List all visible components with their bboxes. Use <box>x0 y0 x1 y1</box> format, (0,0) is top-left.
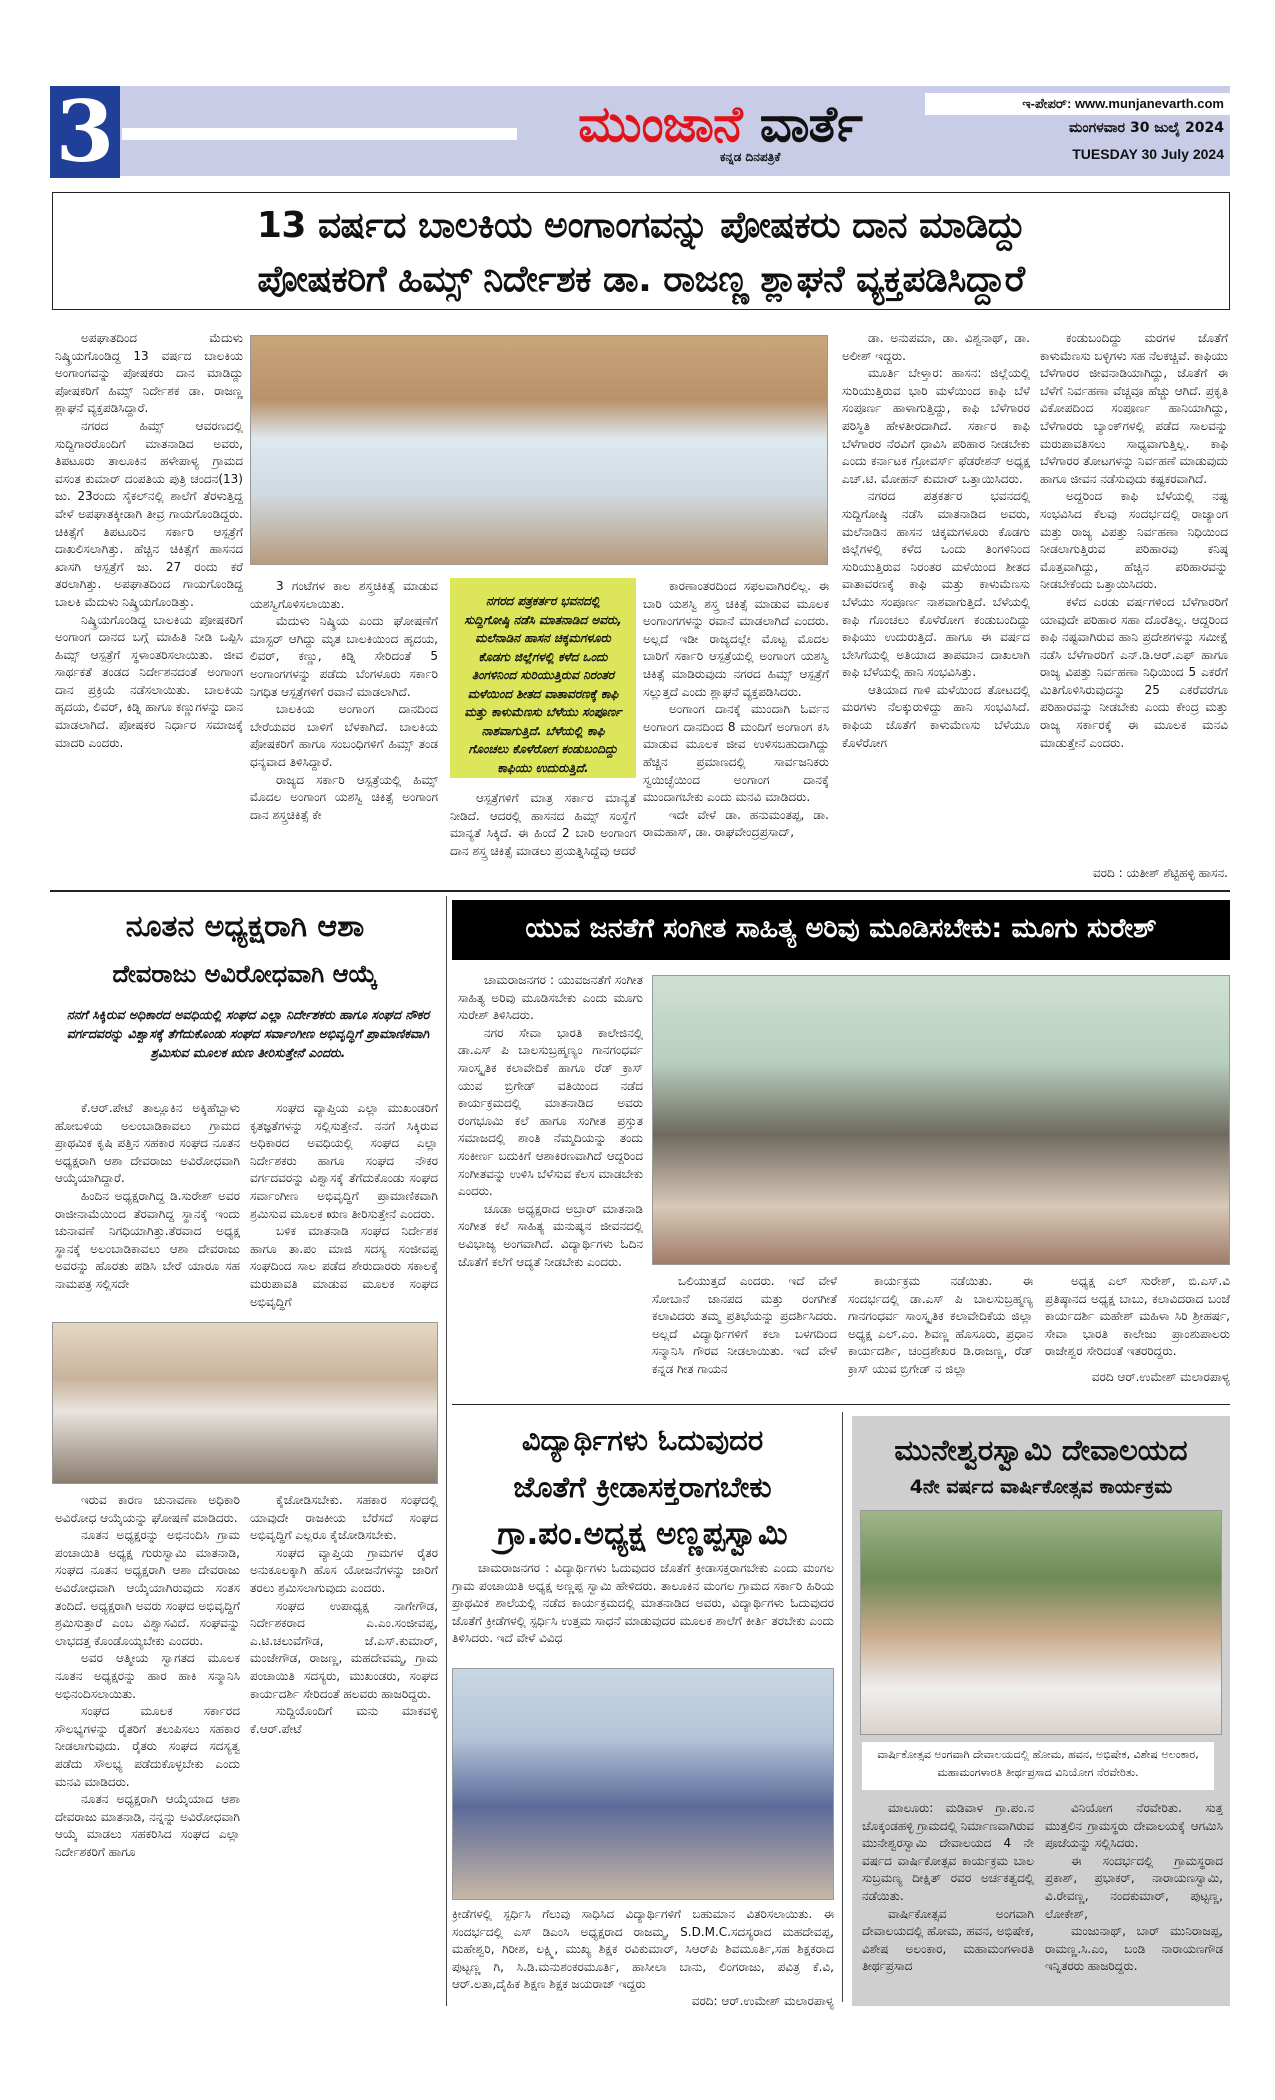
paragraph: ನಿಷ್ಕ್ರಿಯಗೊಂಡಿದ್ದ ಬಾಲಕಿಯ ಪೋಷಕರಿಗೆ ಅಂಗಾಂಗ ದಾನದ ಬಗ್ಗೆ ಮಾಹಿತಿ ನೀಡಿ ಒಪ್ಪಿಸಿ ಹಿಮ್ಸ್ ಆಸ್ಪತ್ರೆಗೆ ಸ್ಥಳಾಂತರಿಸಲಾಯಿತು. ಜೀವ ಸಾರ್ಥಕತೆ ತಂಡದ ನಿರ್ದೇಶನದಂತೆ ಅಂಗಾಂಗ ದಾನ ಪ್ರಕ್ರಿಯೆ ನಡೆಸಲಾಯಿತು. ಬಾಲಕಿಯ ಹೃದಯ, ಲಿವರ್, ಕಿಡ್ನಿ ಹಾಗೂ ಕಣ್ಣುಗಳನ್ನು ದಾನ ಮಾಡಲಾಗಿದೆ. ಪೋಷಕರ ನಿರ್ಧಾರ ಸಮಾಜಕ್ಕೆ ಮಾದರಿ ಎಂದರು. <box>55 612 243 750</box>
paragraph: ಆತಿಯಾದ ಗಾಳಿ ಮಳೆಯಿಂದ ತೋಟದಲ್ಲಿ ಮರಗಳು ನೆಲಕ್ಕುರುಳಿದ್ದು ಹಾನಿ ಸಂಭವಿಸಿದೆ. ಕಾಫಿಯ ಜೊತೆಗೆ ಕಾಳುಮೆಣಸು ಬೆಳೆಯೂ ಕೊಳೆರೋಗ <box>842 682 1030 750</box>
paragraph: ಕೈಜೋಡಿಸಬೇಕು. ಸಹಕಾರ ಸಂಘದಲ್ಲಿ ಯಾವುದೇ ರಾಜಕೀಯ ಬೆರೆಸದೆ ಸಂಘದ ಅಭಿವೃದ್ಧಿಗೆ ಎಲ್ಲರೂ ಕೈಜೋಡಿಸಬೇಕು. <box>250 1493 438 1543</box>
section-divider <box>50 890 1230 892</box>
music-column-1 <box>458 972 643 1382</box>
temple-column-1 <box>862 1800 1034 2000</box>
paragraph: ವಾರ್ಷಿಕೋತ್ಸವ ಅಂಗವಾಗಿ ದೇವಾಲಯದಲ್ಲಿ ಹೋಮ, ಹವನ, ಅಭಿಷೇಕ, ವಿಶೇಷ ಅಲಂಕಾರ, ಮಹಾಮಂಗಳಾರತಿ ತೀರ್ಥಪ್ರಸಾದ <box>862 1906 1034 1974</box>
paragraph: ಸಂಘದ ಉಪಾಧ್ಯಕ್ಷ ನಾಗೇಗೌಡ, ನಿರ್ದೇಶಕರಾದ ಎ.ಎಂ.ಸಂಜೀವಪ್ಪ, ಎ.ಟಿ.ಚಲುವೆಗೌಡ, ಜೆ.ಎಸ್.ಕುಮಾರ್, ಮಂಜೇಗೌಡ, ರಾಜಣ್ಣ, ಮಹದೇವಮ್ಮ, ಗ್ರಾಮ ಪಂಚಾಯಿತಿ ಸದಸ್ಯರು, ಮುಖಂಡರು, ಸಂಘದ ಕಾರ್ಯದರ್ಶಿ ಸೇರಿದಂತೆ ಹಲವರು ಹಾಜರಿದ್ದರು. <box>250 1598 438 1701</box>
paragraph: ನೂತನ ಅಧ್ಯಕ್ಷರನ್ನು ಅಭಿನಂದಿಸಿ ಗ್ರಾಮ ಪಂಚಾಯಿತಿ ಅಧ್ಯಕ್ಷ ಗುರುಸ್ವಾಮಿ ಮಾತನಾಡಿ, ಸಂಘದ ನೂತನ ಅಧ್ಯಕ್ಷರಾಗಿ ಆಶಾ ದೇವರಾಜು ಅವಿರೋಧವಾಗಿ ಆಯ್ಕೆಯಾಗಿರುವುದು ಸಂತಸ ತಂದಿದೆ. ಅಧ್ಯಕ್ಷರಾಗಿ ಅವರು ಸಂಘದ ಅಭಿವೃದ್ಧಿಗೆ ಶ್ರಮಿಸುತ್ತಾರೆ ಎಂಬ ವಿಶ್ವಾಸವಿದೆ. ಸಂಘವನ್ನು ಲಾಭದತ್ತ ಕೊಂಡೊಯ್ಯಬೇಕು ಎಂದರು. <box>55 1528 240 1648</box>
paragraph: ಮಂಜುನಾಥ್, ಬಾರ್ ಮುನಿರಾಜಪ್ಪ, ರಾಮಣ್ಣ.ಸಿ.ಎಂ, ಬಂಡಿ ನಾರಾಯಣಗೌಡ ಇನ್ನಿತರರು ಹಾಜರಿದ್ದರು. <box>1045 1924 1223 1974</box>
temple-photo <box>860 1510 1222 1735</box>
tagline: ಕನ್ನಡ ದಿನಪತ್ರಿಕೆ <box>720 150 781 164</box>
asha-column-2 <box>250 1100 438 1315</box>
paragraph: ಅಂಗಾಂಗ ದಾನಕ್ಕೆ ಮುಂದಾಗಿ ಓರ್ವನ ಅಂಗಾಂಗ ದಾನದಿಂದ 8 ಮಂದಿಗೆ ಅಂಗಾಂಗ ಕಸಿ ಮಾಡುವ ಮೂಲಕ ಜೀವ ಉಳಿಸಬಹುದಾಗಿದ್ದು ಹೆಚ್ಚಿನ ಪ್ರಮಾಣದಲ್ಲಿ ಸಾರ್ವಜನಿಕರು ಸ್ವಯಿಚ್ಛೆಯಿಂದ ಅಂಗಾಂಗ ದಾನಕ್ಕೆ ಮುಂದಾಗಬೇಕು ಎಂದು ಮನವಿ ಮಾಡಿದರು. <box>643 702 829 805</box>
asha-headline-2: ದೇವರಾಜು ಅವಿರೋಧವಾಗಿ ಆಯ್ಕೆ <box>112 960 378 988</box>
music-byline: ವರದಿ ಆರ್.ಉಮೇಶ್ ಮಲಾರಪಾಳ್ಯ <box>1091 1370 1230 1384</box>
asha-felicitation-photo <box>52 1322 438 1484</box>
paragraph: ಹಿಂದಿನ ಅಧ್ಯಕ್ಷರಾಗಿದ್ದ ಡಿ.ಸುರೇಶ್ ಅವರ ರಾಜೀನಾಮೆಯಿಂದ ತೆರವಾಗಿದ್ದ ಸ್ಥಾನಕ್ಕೆ ಇಂದು ಚುನಾವಣೆ ನಿಗಧಿಯಾಗಿತ್ತು.ತೆರವಾದ ಅಧ್ಯಕ್ಷ ಸ್ಥಾನಕ್ಕೆ ಅಲಂಬಾಡಿಕಾವಲು ಆಶಾ ದೇವರಾಜು ಅವರನ್ನು ಹೊರತು ಪಡಿಸಿ ಬೇರೆ ಯಾರೂ ಸಹ ನಾಮಪತ್ರ ಸಲ್ಲಿಸದೇ <box>55 1188 240 1291</box>
section-divider <box>452 1404 1230 1405</box>
lead-headline-line-1: 13 ವರ್ಷದ ಬಾಲಕಿಯ ಅಂಗಾಂಗವನ್ನು ಪೋಷಕರು ದಾನ ಮಾಡಿದ್ದು <box>256 205 1026 246</box>
music-column-4 <box>1045 1273 1230 1368</box>
asha-column-1 <box>55 1100 240 1315</box>
students-headline-2: ಜೊತೆಗೆ ಕ್ರೀಡಾಸಕ್ತರಾಗಬೇಕು <box>513 1470 772 1504</box>
students-headline-1: ವಿದ್ಯಾರ್ಥಿಗಳು ಓದುವುದರ <box>521 1423 764 1457</box>
music-column-2 <box>652 1273 837 1385</box>
lead-headline <box>52 192 1230 310</box>
paragraph: ಬಳಿಕ ಮಾತನಾಡಿ ಸಂಘದ ನಿರ್ದೇಶಕ ಹಾಗೂ ತಾ.ಪಂ ಮಾಜಿ ಸದಸ್ಯ ಸಂಜೀವಪ್ಪ ಸಂಘದಿಂದ ಸಾಲ ಪಡೆದ ಶೇರುದಾರರು ಸಕಾಲಕ್ಕೆ ಮರುಪಾವತಿ ಮಾಡುವ ಮೂಲಕ ಸಂಘದ ಅಭಿವೃದ್ಧಿಗೆ <box>250 1224 438 1309</box>
students-intro <box>452 1560 834 1665</box>
masthead-rule <box>122 128 517 140</box>
press-meet-photo <box>250 335 828 565</box>
lead-headline-line-2: ಪೋಷಕರಿಗೆ ಹಿಮ್ಸ್ ನಿರ್ದೇಶಕ ಡಾ. ರಾಜಣ್ಣ ಶ್ಲಾಘನೆ ವ್ಯಕ್ತಪಡಿಸಿದ್ದಾರೆ <box>257 259 1025 300</box>
lead-column-3b <box>643 578 829 884</box>
paragraph: ಇರುವ ಕಾರಣ ಚುನಾವಣಾ ಅಧಿಕಾರಿ ಅವಿರೋಧ ಆಯ್ಕೆಯನ್ನು ಘೋಷಣೆ ಮಾಡಿದರು. <box>55 1493 240 1525</box>
asha-deck: ನನಗೆ ಸಿಕ್ಕಿರುವ ಅಧಿಕಾರದ ಅವಧಿಯಲ್ಲಿ ಸಂಘದ ಎಲ್ಲಾ ನಿರ್ದೇಶಕರು ಹಾಗೂ ಸಂಘದ ನೌಕರ ವರ್ಗದವರನ್ನು ವಿಶ್ವಾಸಕ್ಕೆ ತೆಗೆದುಕೊಂಡು ಸಂಘದ ಸರ್ವಾಂಗೀಣ ಅಭಿವೃದ್ಧಿಗೆ ಪ್ರಾಮಾಣಿಕವಾಗಿ ಶ್ರಮಿಸುವ ಮೂಲಕ ಋಣ ತೀರಿಸುತ್ತೇನೆ ಎಂದರು. <box>66 1007 430 1060</box>
paragraph: ಅಪಘಾತದಿಂದ ಮೆದುಳು ನಿಷ್ಕ್ರಿಯಗೊಂಡಿದ್ದ 13 ವರ್ಷದ ಬಾಲಕಿಯ ಅಂಗಾಂಗವನ್ನು ಪೋಷಕರು ದಾನ ಮಾಡಿದ್ದು ಪೋಷಕರಿಗೆ ಹಿಮ್ಸ್ ನಿರ್ದೇಶಕ ಡಾ. ರಾಜಣ್ಣ ಶ್ಲಾಘನೆ ವ್ಯಕ್ತಪಡಿಸಿದ್ದಾರೆ. <box>55 331 243 416</box>
paragraph: ವಿನಿಯೋಗ ನೆರವೇರಿತು. ಸುತ್ತ ಮುತ್ತಲಿನ ಗ್ರಾಮಸ್ಥರು ದೇವಾಲಯಕ್ಕೆ ಆಗಮಿಸಿ ಪೂಜೆಯನ್ನು ಸಲ್ಲಿಸಿದರು. <box>1045 1801 1223 1851</box>
temple-caption: ವಾರ್ಷಿಕೋತ್ಸವ ಅಂಗವಾಗಿ ದೇವಾಲಯದಲ್ಲಿ ಹೋಮ, ಹವನ, ಅಭಿಷೇಕ, ವಿಶೇಷ ಅಲಂಕಾರ, ಮಹಾಮಂಗಳಾರತಿ ತೀರ್ಥಪ್ರಸಾದ ವಿನಿಯೋಗ ನೆರವೇರಿತು. <box>862 1742 1214 1790</box>
epaper-link[interactable]: ಇ-ಪೇಪರ್: www.munjanevarth.com <box>925 93 1230 115</box>
paragraph: ಒಲಿಯುತ್ತದೆ ಎಂದರು. ಇದೆ ವೇಳೆ ಸೋಬಾನೆ ಜಾನಪದ ಮತ್ತು ರಂಗಗೀತೆ ಕಲಾವಿದರು ತಮ್ಮ ಪ್ರತಿಭೆಯನ್ನು ಪ್ರದರ್ಶಿಸಿದರು. ಅಲ್ಲದೆ ವಿದ್ಯಾರ್ಥಿಗಳಿಗೆ ಕಲಾ ಬಳಗದಿಂದ ಸನ್ಮಾನಿಸಿ ಗೌರವ ನೀಡಲಾಯಿತು. ಇದೆ ವೇಳೆ ಕನ್ನಡ ಗೀತ ಗಾಯನ <box>652 1274 837 1376</box>
paragraph: ಚಾಮರಾಜನಗರ : ಯುವಜನತೆಗೆ ಸಂಗೀತ ಸಾಹಿತ್ಯ ಅರಿವು ಮೂಡಿಸಬೇಕು ಎಂದು ಮೂಗು ಸುರೇಶ್ ತಿಳಿಸಿದರು. <box>458 973 643 1023</box>
paragraph: ಸಂಘದ ವ್ಯಾಪ್ತಿಯ ಎಲ್ಲಾ ಮುಖಂಡರಿಗೆ ಕೃತಜ್ಞತೆಗಳನ್ನು ಸಲ್ಲಿಸುತ್ತೇನೆ. ನನಗೆ ಸಿಕ್ಕಿರುವ ಅಧಿಕಾರದ ಅವಧಿಯಲ್ಲಿ ಸಂಘದ ಎಲ್ಲಾ ನಿರ್ದೇಶಕರು ಹಾಗೂ ಸಂಘದ ನೌಕರ ವರ್ಗದವರನ್ನು ವಿಶ್ವಾಸಕ್ಕೆ ತೆಗೆದುಕೊಂಡು ಸಂಘದ ಸರ್ವಾಂಗೀಣ ಅಭಿವೃದ್ಧಿಗೆ ಪ್ರಾಮಾಣಿಕವಾಗಿ ಶ್ರಮಿಸುವ ಮೂಲಕ ಋಣ ತೀರಿಸುತ್ತೇನೆ ಎಂದರು. <box>250 1101 438 1221</box>
asha-column-3 <box>55 1492 240 2002</box>
paragraph: ನಗರ ಸೇವಾ ಭಾರತಿ ಕಾಲೇಜಿನಲ್ಲಿ ಡಾ.ಎಸ್ ಪಿ ಬಾಲಸುಬ್ರಹ್ಮಣ್ಯಂ ಗಾನಗಂಧರ್ವ ಸಾಂಸ್ಕೃತಿಕ ಕಲಾವೇದಿಕೆ ಹಾಗೂ ರೆಡ್ ಕ್ರಾಸ್ ಯುವ ಬ್ರಿಗೇಡ್ ವತಿಯಿಂದ ನಡೆದ ಕಾರ್ಯಕ್ರಮದಲ್ಲಿ ಮಾತನಾಡಿದ ಅವರು ರಂಗಭೂಮಿ ಕಲೆ ಹಾಗೂ ಸಂಗೀತ ಪ್ರಸ್ತುತ ಸಮಾಜದಲ್ಲಿ ಶಾಂತಿ ನೆಮ್ಮದಿಯನ್ನು ತಂದು ಸಂಕೀರ್ಣ ಬದುಕಿಗೆ ಆಶಾಕಿರಣವಾಗಿದೆ ಆದ್ದರಿಂದ ಸಂಗೀತವನ್ನು ಉಳಿಸಿ ಬೆಳೆಸುವ ಕೆಲಸ ಮಾಡಬೇಕು ಎಂದರು. <box>458 1025 643 1199</box>
asha-column-4 <box>250 1492 438 2002</box>
paragraph: ಚಾಮರಾಜನಗರ : ವಿದ್ಯಾರ್ಥಿಗಳು ಓದುವುದರ ಜೊತೆಗೆ ಕ್ರೀಡಾಸಕ್ತರಾಗಬೇಕು ಎಂದು ಮಂಗಲ ಗ್ರಾಮ ಪಂಚಾಯಿತಿ ಅಧ್ಯಕ್ಷ ಅಣ್ಣಪ್ಪ ಸ್ವಾಮಿ ಹೇಳಿದರು. ತಾಲೂಕಿನ ಮಂಗಲ ಗ್ರಾಮದ ಸರ್ಕಾರಿ ಹಿರಿಯ ಪ್ರಾಥಮಿಕ ಶಾಲೆಯಲ್ಲಿ ನಡೆದ ಕಾರ್ಯಕ್ರಮದಲ್ಲಿ ಮಾತನಾಡಿದ ಅವರು, ವಿದ್ಯಾರ್ಥಿಗಳು ಓದುವುದರ ಜೊತೆಗೆ ಕ್ರೀಡೆಗಳಲ್ಲಿ ಸ್ಪರ್ಧಿಸಿ ಉತ್ತಮ ಸಾಧನೆ ಮಾಡುವುದರ ಮೂಲಕ ಶಾಲೆಗೆ ಕೀರ್ತಿ ತರಬೇಕು ಎಂದು ತಿಳಿಸಿದರು. ಇದೆ ವೇಳೆ ವಿವಿಧ <box>452 1561 834 1646</box>
paragraph: ನೂತನ ಅಧ್ಯಕ್ಷರಾಗಿ ಆಯ್ಕೆಯಾದ ಆಶಾ ದೇವರಾಜು ಮಾತನಾಡಿ, ನನ್ನನ್ನು ಅವಿರೋಧವಾಗಿ ಆಯ್ಕೆ ಮಾಡಲು ಸಹಕರಿಸಿದ ಸಂಘದ ಎಲ್ಲಾ ನಿರ್ದೇಶಕರಿಗೆ ಹಾಗೂ <box>55 1792 240 1859</box>
highlight-box: ನಗರದ ಪತ್ರಕರ್ತರ ಭವನದಲ್ಲಿ ಸುದ್ದಿಗೋಷ್ಠಿ ನಡೆಸಿ ಮಾತನಾಡಿದ ಅವರು, ಮಲೆನಾಡಿನ ಹಾಸನ ಚಿಕ್ಕಮಗಳೂರು ಕೊಡಗು ಜಿಲ್ಲೆಗಳಲ್ಲಿ ಕಳೆದ ಒಂದು ತಿಂಗಳಿನಿಂದ ಸುರಿಯುತ್ತಿರುವ ನಿರಂತರ ಮಳೆಯಿಂದ ಶೀತದ ವಾತಾವರಣಕ್ಕೆ ಕಾಫಿ ಮತ್ತು ಕಾಳುಮೆಣಸು ಬೆಳೆಯು ಸಂಪೂರ್ಣ ನಾಶವಾಗುತ್ತಿದೆ. ಬೆಳೆಯಲ್ಲಿ ಕಾಫಿ ಗೊಂಚಲು ಕೊಳೆರೋಗ ಕಂಡುಬಂದಿದ್ದು ಕಾಫಿಯು ಉದುರುತ್ತಿದೆ. <box>450 578 636 778</box>
lead-column-4 <box>842 330 1030 886</box>
temple-column-2 <box>1045 1800 1223 2000</box>
paragraph: ಈ ಸಂದರ್ಭದಲ್ಲಿ ಗ್ರಾಮಸ್ಥರಾದ ಪ್ರಕಾಶ್, ಪ್ರಭಾಕರ್, ನಾರಾಯಣಸ್ವಾಮಿ, ವಿ.ರೇವಣ್ಣ, ನಂದಕುಮಾರ್, ಪುಟ್ಟಣ್ಣ, ಲೋಕೇಶ್, <box>1045 1853 1223 1921</box>
students-byline: ವರದಿ: ಆರ್.ಉಮೇಶ್ ಮಲಾರಪಾಳ್ಯ <box>691 1994 834 2008</box>
paragraph: ಅದ್ದರಿಂದ ಕಾಫಿ ಬೆಳೆಯಲ್ಲಿ ನಷ್ಟ ಸಂಭವಿಸಿದ ಕೆಲವು ಸಂದರ್ಭದಲ್ಲಿ ರಾಜ್ಯಾಂಗ ಮತ್ತು ರಾಜ್ಯ ವಿಪತ್ತು ನಿರ್ವಹಣಾ ನಿಧಿಯಿಂದ ನೀಡಲಾಗುತ್ತಿರುವ ಪರಿಹಾರವು ಕನಿಷ್ಠ ಮೊತ್ತವಾಗಿದ್ದು, ಹೆಚ್ಚಿನ ಪರಿಹಾರವನ್ನು ನೀಡಬೇಕೆಂದು ಒತ್ತಾಯಿಸಿದರು. <box>1040 489 1228 592</box>
paragraph: ಇದೇ ವೇಳೆ ಡಾ. ಹನುಮಂತಪ್ಪ, ಡಾ. ರಾಮಹಾಸ್, ಡಾ. ರಾಘವೇಂದ್ರಪ್ರಸಾದ್, <box>643 807 829 840</box>
lead-byline: ವರದಿ : ಯತೀಶ್ ಶೆಟ್ಟಿಹಳ್ಳಿ ಹಾಸನ. <box>1092 866 1228 880</box>
students-outro: ಕ್ರೀಡೆಗಳಲ್ಲಿ ಸ್ಪರ್ಧಿಸಿ ಗೆಲುವು ಸಾಧಿಸಿದ ವಿದ್ಯಾರ್ಥಿಗಳಿಗೆ ಬಹುಮಾನ ವಿತರಿಸಲಾಯಿತು. ಈ ಸಂದರ್ಭದಲ್ಲಿ ಎಸ್ ಡಿಎಂಸಿ ಅಧ್ಯಕ್ಷರಾದ ರಾಜಮ್ಮ, S.D.M.C.ಸದಸ್ಯರಾದ ಮಹದೇವಪ್ಪ, ಮಹೇಶ್ವರಿ, ಗಿರೀಶ, ಲಕ್ಷ್ಮಿ, ಮುಖ್ಯ ಶಿಕ್ಷಕ ರವಿಕುಮಾರ್, ಸಿಆರ್‌ಪಿ ಶಿವಮೂರ್ತಿ,ಸಹ ಶಿಕ್ಷಕರಾದ ಪುಟ್ಟಣ್ಣ ಗಿ, ಸಿ.ಡಿ.ಮನುಶಂಕರಮೂರ್ತಿ, ಹಾಸೀಲಾ ಬಾನು, ಲಿಂಗರಾಜು, ಪವಿತ್ರ ಕೆ.ವಿ, ಆರ್.ಲತಾ,ದೈಹಿಕ ಶಿಕ್ಷಣ ಶಿಕ್ಷಕ ಜಯರಾಜ್ ಇದ್ದರು <box>452 1907 834 1992</box>
lead-column-1 <box>55 330 243 886</box>
paragraph: ನಗರದ ಹಿಮ್ಸ್ ಆವರಣದಲ್ಲಿ ಸುದ್ದಿಗಾರರೊಂದಿಗೆ ಮಾತನಾಡಿದ ಅವರು, ತಿಪಟೂರು ತಾಲೂಕಿನ ಹಳೇಪಾಳ್ಯ ಗ್ರಾಮದ ವಸಂತ ಕುಮಾರ್ ದಂಪತಿಯ ಪುತ್ರಿ ಚಂದನ(13) ಜು. 23ರಂದು ಸೈಕಲ್‌ನಲ್ಲಿ ಶಾಲೆಗೆ ತೆರಳುತ್ತಿದ್ದ ವೇಳೆ ಅಪಘಾತಕ್ಕೀಡಾಗಿ ತೀವ್ರ ಗಾಯಗೊಂಡಿದ್ದರು. ಚಿಕಿತ್ಸೆಗೆ ತಿಪಟೂರಿನ ಸರ್ಕಾರಿ ಆಸ್ಪತ್ರೆಗೆ ದಾಖಲಿಸಲಾಗಿತ್ತು. ಹೆಚ್ಚಿನ ಚಿಕಿತ್ಸೆಗೆ ಹಾಸನದ ಖಾಸಗಿ ಆಸ್ಪತ್ರೆಗೆ ಜು. 27 ರಂದು ಕರೆ ತರಲಾಗಿತ್ತು. ಅಪಘಾತದಿಂದ ಗಾಯಗೊಂಡಿದ್ದ ಬಾಲಕಿ ಮೆದುಳು ನಿಷ್ಕ್ರಿಯಗೊಂಡಿತ್ತು. <box>55 418 243 609</box>
page-number: 3 <box>50 86 120 178</box>
students-headline-3: ಗ್ರಾ.ಪಂ.ಅಧ್ಯಕ್ಷ ಅಣ್ಣಪ್ಪಸ್ವಾಮಿ <box>497 1516 788 1552</box>
paragraph: ಕೆ.ಆರ್.ಪೇಟೆ ತಾಲ್ಲೂಕಿನ ಅಕ್ಕಿಹೆಬ್ಬಾಳು ಹೋಬಳಿಯ ಅಲಂಬಾಡಿಕಾವಲು ಗ್ರಾಮದ ಪ್ರಾಥಮಿಕ ಕೃಷಿ ಪತ್ತಿನ ಸಹಕಾರ ಸಂಘದ ನೂತನ ಅಧ್ಯಕ್ಷರಾಗಿ ಆಶಾ ದೇವರಾಜು ಅವಿರೋಧವಾಗಿ ಆಯ್ಕೆಯಾಗಿದ್ದಾರೆ. <box>55 1101 240 1186</box>
paragraph: ನಗರದ ಪತ್ರಕರ್ತರ ಭವನದಲ್ಲಿ ಸುದ್ದಿಗೋಷ್ಠಿ ನಡೆಸಿ ಮಾತನಾಡಿದ ಅವರು, ಮಲೆನಾಡಿನ ಹಾಸನ ಚಿಕ್ಕಮಗಳೂರು ಕೊಡಗು ಜಿಲ್ಲೆಗಳಲ್ಲಿ ಕಳೆದ ಒಂದು ತಿಂಗಳಿನಿಂದ ಸುರಿಯುತ್ತಿರುವ ನಿರಂತರ ಮಳೆಯಿಂದ ಶೀತದ ವಾತಾವರಣಕ್ಕೆ ಕಾಫಿ ಮತ್ತು ಕಾಳುಮೆಣಸು ಬೆಳೆಯು ಸಂಪೂರ್ಣ ನಾಶವಾಗುತ್ತಿದೆ. ಬೆಳೆಯಲ್ಲಿ ಕಾಫಿ ಗೊಂಚಲು ಕೊಳೆರೋಗ ಕಂಡುಬಂದಿದ್ದು ಕಾಫಿಯು ಉದುರುತ್ತಿದೆ. ಹಾಗೂ ಈ ವರ್ಷದ ಬೇಸಿಗೆಯಲ್ಲಿ ಅತಿಯಾದ ತಾಪಮಾನ ದಾಖಲಾಗಿ ಕಾಫಿ ಬೆಳೆಯಲ್ಲಿ ಹಾನಿ ಸಂಭವಿಸಿತ್ತು. <box>842 489 1030 680</box>
paragraph: ಅಧ್ಯಕ್ಷ ಎಲ್ ಸುರೇಶ್, ಬಿ.ಎಸ್.ವಿ ಪ್ರತಿಷ್ಠಾನದ ಅಧ್ಯಕ್ಷ ಬಾಬು, ಕಲಾವಿದರಾದ ಬಂಜೆ ಕಾರ್ಯದರ್ಶಿ ಮಹೇಶ್ ಮಹಿಳಾ ಸಿರಿ ಶ್ರೀಹರ್ಷ, ಸೇವಾ ಭಾರತಿ ಕಾಲೇಜು ಪ್ರಾಂಶುಪಾಲರು ರಾಜೇಶ್ವರ ಸೇರಿದಂತೆ ಇತರರಿದ್ದರು. <box>1045 1274 1230 1359</box>
paragraph: ಸಂಘದ ವ್ಯಾಪ್ತಿಯ ಗ್ರಾಮಗಳ ರೈತರ ಅನುಕೂಲಕ್ಕಾಗಿ ಹೊಸ ಯೋಜನೆಗಳನ್ನು ಜಾರಿಗೆ ತರಲು ಶ್ರಮಿಸಲಾಗುವುದು ಎಂದರು. <box>250 1545 438 1595</box>
temple-subhead: 4ನೇ ವರ್ಷದ ವಾರ್ಷಿಕೋತ್ಸವ ಕಾರ್ಯಕ್ರಮ <box>909 1476 1173 1498</box>
column-divider <box>842 1412 843 2002</box>
paragraph: ಡಾ. ಅನುಪಮಾ, ಡಾ. ವಿಶ್ವನಾಥ್, ಡಾ. ಅಲೀಶ್ ಇದ್ದರು. <box>842 331 1030 363</box>
column-divider <box>446 896 447 2006</box>
paragraph: ಆಸ್ಪತ್ರೆಗಳಿಗೆ ಮಾತ್ರ ಸರ್ಕಾರ ಮಾನ್ಯತೆ ನೀಡಿದೆ. ಆದರಲ್ಲಿ ಹಾಸನದ ಹಿಮ್ಸ್ ಸಂಸ್ಥೆಗೆ ಮಾನ್ಯತೆ ಸಿಕ್ಕಿದೆ. ಈ ಹಿಂದೆ 2 ಬಾರಿ ಅಂಗಾಂಗ ದಾನ ಶಸ್ತ್ರ ಚಿಕಿತ್ಸೆ ಮಾಡಲು ಪ್ರಯತ್ನಿಸಿದ್ದೆವು ಆದರೆ <box>450 791 636 858</box>
paragraph: 3 ಗಂಟೆಗಳ ಕಾಲ ಶಸ್ತ್ರಚಿಕಿತ್ಸೆ ಮಾಡುವ ಯಶಸ್ವಿಗೊಳಿಸಲಾಯಿತು. <box>250 579 438 611</box>
paragraph: ಕಂಡುಬಂದಿದ್ದು ಮರಗಳ ಜೊತೆಗೆ ಕಾಳುಮೆಣಸು ಬಳ್ಳಿಗಳು ಸಹ ನೆಲಕಚ್ಚಿವೆ. ಕಾಫಿಯು ಬೆಳೆಗಾರರ ಜೀವನಾಡಿಯಾಗಿದ್ದು, ಜೊತೆಗೆ ಈ ಬೆಳೆಗೆ ನಿರ್ವಹಣಾ ವೆಚ್ಚವೂ ಹೆಚ್ಚು ಆಗಿದೆ. ಪ್ರಕೃತಿ ವಿಕೋಪದಿಂದ ಸಂಪೂರ್ಣ ಹಾನಿಯಾಗಿದ್ದು, ಬೆಳೆಗಾರರು ಬ್ಯಾಂಕ್‌ಗಳಲ್ಲಿ ಪಡೆದ ಸಾಲವನ್ನು ಮರುಪಾವತಿಸಲು ಸಾಧ್ಯವಾಗುತ್ತಿಲ್ಲ. ಕಾಫಿ ಬೆಳೆಗಾರರ ತೋಟಗಳನ್ನು ನಿರ್ವಹಣೆ ಮಾಡುವುದು ಹಾಗೂ ಜೀವನ ನಡೆಸುವುದು ಕಷ್ಟಕರವಾಗಿದೆ. <box>1040 331 1228 486</box>
lead-column-2 <box>250 578 438 884</box>
lead-column-5 <box>1040 330 1228 865</box>
paragraph: ಕಾರಣಾಂತರದಿಂದ ಸಫಲವಾಗಿರಲಿಲ್ಲ. ಈ ಬಾರಿ ಯಶಸ್ವಿ ಶಸ್ತ್ರ ಚಿಕಿತ್ಸೆ ಮಾಡುವ ಮೂಲಕ ಅಂಗಾಂಗಗಳನ್ನು ರವಾನೆ ಮಾಡಲಾಗಿದೆ ಎಂದರು. ಅಲ್ಲದೆ ಇಡೀ ರಾಜ್ಯದಲ್ಲೇ ಮೊಟ್ಟ ಮೊದಲ ಬಾರಿಗೆ ಸರ್ಕಾರಿ ಆಸ್ಪತ್ರೆಯಲ್ಲಿ ಅಂಗಾಂಗ ಯಶಸ್ವಿ ಚಿಕಿತ್ಸೆ ಮಾಡಿರುವುದು ನಗರದ ಹಿಮ್ಸ್ ಆಸ್ಪತ್ರೆಗೆ ಸಲ್ಲುತ್ತದೆ ಎಂದು ಶ್ಲಾಘನೆ ವ್ಯಕ್ತಪಡಿಸಿದರು. <box>643 579 829 699</box>
paragraph: ಕಾರ್ಯಕ್ರಮ ನಡೆಯಿತು. ಈ ಸಂದರ್ಭದಲ್ಲಿ ಡಾ.ಎಸ್ ಪಿ ಬಾಲಸುಬ್ರಹ್ಮಣ್ಯ ಗಾನಗಂಧರ್ವ ಸಾಂಸ್ಕೃತಿಕ ಕಲಾವೇದಿಕೆಯ ಜಿಲ್ಲಾ ಅಧ್ಯಕ್ಷ ಎಲ್.ಎಂ. ಶಿವಣ್ಣ ಹೊಸೂರು, ಪ್ರಧಾನ ಕಾರ್ಯದರ್ಶಿ, ಚಂದ್ರಶೇಖರ ಡಿ.ರಾಜಣ್ಣ, ರೆಡ್ ಕ್ರಾಸ್ ಯುವ ಬ್ರಿಗೇಡ್ ನ ಜಿಲ್ಲಾ <box>848 1274 1033 1376</box>
paragraph: ಕಳೆದ ಎರಡು ವರ್ಷಗಳಿಂದ ಬೆಳೆಗಾರರಿಗೆ ಯಾವುದೇ ಪರಿಹಾರ ಸಹಾ ದೊರೆತಿಲ್ಲ. ಆದ್ದರಿಂದ ಕಾಫಿ ನಷ್ಟವಾಗಿರುವ ಹಾನಿ ಪ್ರದೇಶಗಳನ್ನು ಸಮೀಕ್ಷೆ ನಡೆಸಿ ಬೆಳೆಗಾರರಿಗೆ ಎನ್.ಡಿ.ಆರ್.ಎಫ್ ಹಾಗೂ ರಾಜ್ಯ ವಿಪತ್ತು ನಿರ್ವಹಣಾ ನಿಧಿಯಿಂದ 5 ಎಕರೆಗೆ ಮಿತಿಗೊಳಿಸಿರುವುದನ್ನು 25 ಎಕರೆವರೆಗೂ ಪರಿಹಾರವನ್ನು ನೀಡಬೇಕು ಎಂದು ಕೇಂದ್ರ ಮತ್ತು ರಾಜ್ಯ ಸರ್ಕಾರಕ್ಕೆ ಈ ಮೂಲಕ ಮನವಿ ಮಾಡುತ್ತೇನೆ ಎಂದರು. <box>1040 594 1228 750</box>
paragraph: ರಾಜ್ಯದ ಸರ್ಕಾರಿ ಆಸ್ಪತ್ರೆಯಲ್ಲಿ ಹಿಮ್ಸ್ ಮೊದಲ ಅಂಗಾಂಗ ಯಶಸ್ವಿ ಚಿಕಿತ್ಸೆ ಅಂಗಾಂಗ ದಾನ ಶಸ್ತ್ರಚಿಕಿತ್ಸೆ ಕೇ <box>250 772 438 822</box>
lead-column-3 <box>450 790 636 885</box>
paragraph: ಬಾಲಕಿಯ ಅಂಗಾಂಗ ದಾನದಿಂದ ಬೇರೆಯವರ ಬಾಳಿಗೆ ಬೆಳಕಾಗಿದೆ. ಬಾಲಕಿಯ ಪೋಷಕರಿಗೆ ಹಾಗೂ ಸಂಬಂಧಿಗಳಿಗೆ ಹಿಮ್ಸ್ ತಂಡ ಧನ್ಯವಾದ ತಿಳಿಸಿದ್ದಾರೆ. <box>250 702 438 769</box>
logo-black: ವಾರ್ತೆ <box>759 95 862 153</box>
temple-headline: ಮುನೇಶ್ವರಸ್ವಾಮಿ ದೇವಾಲಯದ <box>894 1433 1188 1467</box>
newspaper-logo <box>540 94 900 154</box>
paragraph: ಮೂರ್ತಿ ಬೇಳ್ತಾರ: ಹಾಸನ: ಜಿಲ್ಲೆಯಲ್ಲಿ ಸುರಿಯುತ್ತಿರುವ ಭಾರಿ ಮಳೆಯಿಂದ ಕಾಫಿ ಬೆಳೆ ಸಂಪೂರ್ಣ ಹಾಳಾಗುತ್ತಿದ್ದು, ಕಾಫಿ ಬೆಳೆಗಾರರ ಪರಿಸ್ಥಿತಿ ಹೇಳತೀರದಾಗಿದೆ. ಸರ್ಕಾರ ಕಾಫಿ ಬೆಳೆಗಾರರ ನೆರವಿಗೆ ಧಾವಿಸಿ ಪರಿಹಾರ ನೀಡಬೇಕು ಎಂದು ಕರ್ನಾಟಕ ಗ್ರೋವರ್ಸ್ ಫೆಡರೇಶನ್ ಅಧ್ಯಕ್ಷ ಎಚ್.ಟಿ. ಮೋಹನ್ ಕುಮಾರ್ ಒತ್ತಾಯಿಸಿದರು. <box>842 366 1030 486</box>
music-event-photo <box>652 975 1230 1265</box>
paragraph: ಮಾಲೂರು: ಮಡಿವಾಳ ಗ್ರಾ.ಪಂ.ನ ಚೊಕ್ಕಂಡಹಳ್ಳಿ ಗ್ರಾಮದಲ್ಲಿ ನಿರ್ಮಾಣವಾಗಿರುವ ಮುನೇಶ್ವರಸ್ವಾಮಿ ದೇವಾಲಯದ 4 ನೇ ವರ್ಷದ ವಾರ್ಷಿಕೋತ್ಸವ ಕಾರ್ಯಕ್ರಮ ಬಾಲ ಸುಬ್ರಮಣ್ಯ ದೀಕ್ಷಿತ್ ರವರ ಅರ್ಚಕತ್ವದಲ್ಲಿ ನಡೆಯಿತು. <box>862 1801 1034 1903</box>
paragraph: ಸಂಘದ ಮೂಲಕ ಸರ್ಕಾರದ ಸೌಲಭ್ಯಗಳನ್ನು ರೈತರಿಗೆ ತಲುಪಿಸಲು ಸಹಕಾರ ನೀಡಲಾಗುವುದು. ರೈತರು ಸಂಘದ ಸದಸ್ಯತ್ವ ಪಡೆದು ಸೌಲಭ್ಯ ಪಡೆದುಕೊಳ್ಳಬೇಕು ಎಂದು ಮನವಿ ಮಾಡಿದರು. <box>55 1704 240 1789</box>
music-column-3 <box>848 1273 1033 1385</box>
paragraph: ಸುದ್ದಿಯೊಂದಿಗೆ ಮನು ಮಾಕವಳ್ಳಿ ಕೆ.ಆರ್.ಪೇಟೆ <box>250 1704 438 1736</box>
date-kannada: ಮಂಗಳವಾರ 30 ಜುಲೈ 2024 <box>1069 120 1224 136</box>
asha-headline-1: ನೂತನ ಅಧ್ಯಕ್ಷರಾಗಿ ಆಶಾ <box>125 909 365 944</box>
music-headline: ಯುವ ಜನತೆಗೆ ಸಂಗೀತ ಸಾಹಿತ್ಯ ಅರಿವು ಮೂಡಿಸಬೇಕು: ಮೂಗು ಸುರೇಶ್ <box>452 900 1230 960</box>
logo-red: ಮುಂಜಾನೆ <box>578 95 742 153</box>
paragraph: ಚೂಡಾ ಅಧ್ಯಕ್ಷರಾದ ಅಬ್ರಾರ್ ಮಾತನಾಡಿ ಸಂಗೀತ ಕಲೆ ಸಾಹಿತ್ಯ ಮನುಷ್ಯನ ಜೀವನದಲ್ಲಿ ಅವಿಭಾಜ್ಯ ಅಂಗವಾಗಿದೆ. ವಿದ್ಯಾರ್ಥಿಗಳು ಓದಿನ ಜೊತೆಗೆ ಕಲೆಗೆ ಆದ್ಯತೆ ನೀಡಬೇಕು ಎಂದರು. <box>458 1201 643 1269</box>
date-english: TUESDAY 30 July 2024 <box>1072 146 1224 162</box>
paragraph: ಅವರ ಆತ್ಮೀಯ ಸ್ವಾಗತದ ಮೂಲಕ ನೂತನ ಅಧ್ಯಕ್ಷರನ್ನು ಹಾರ ಹಾಕಿ ಸನ್ಮಾನಿಸಿ ಅಭಿನಂದಿಸಲಾಯಿತು. <box>55 1651 240 1701</box>
paragraph: ಮೆದುಳು ನಿಷ್ಕ್ರಿಯ ಎಂದು ಘೋಷಣೆಗೆ ಮಾಸ್ಟರ್ ಆಗಿದ್ದು ಮೃತ ಬಾಲಕಿಯಿಂದ ಹೃದಯ, ಲಿವರ್, ಕಣ್ಣು, ಕಿಡ್ನಿ ಸೇರಿದಂತೆ 5 ಅಂಗಾಂಗಗಳನ್ನು ಪಡೆದು ಬೆಂಗಳೂರು ಸರ್ಕಾರಿ ನಿಗಧಿತ ಆಸ್ಪತ್ರೆಗಳಿಗೆ ರವಾನೆ ಮಾಡಲಾಗಿದೆ. <box>250 614 438 699</box>
students-group-photo <box>452 1668 834 1900</box>
